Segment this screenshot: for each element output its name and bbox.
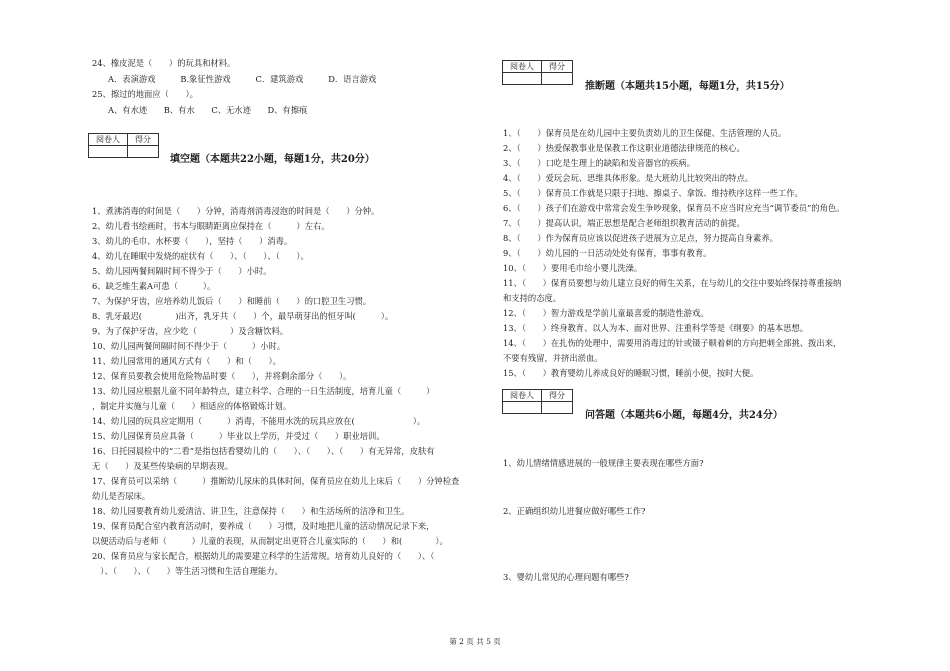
judge-line: 7、（ ）提高认识，端正思想是配合老师组织教育活动的前提。 bbox=[503, 218, 745, 228]
judge-line: 13、（ ）终身教育、以人为本、面对世界、注重科学等是《纲要》的基本思想。 bbox=[503, 323, 809, 333]
fill-line: 13、幼儿园应根据儿童不同年龄特点，建立科学、合理的一日生活制度，培育儿童（ ） bbox=[92, 386, 435, 396]
fill-line: 14、幼儿园的玩具应定期用（ ）消毒，不能用水洗的玩具应放在( ）。 bbox=[92, 416, 426, 426]
fill-line: 以便活动后与老师（ ）儿童的表现，从而制定出更符合儿童实际的（ ）和( ）。 bbox=[92, 536, 448, 546]
reviewer-label: 阅卷人 bbox=[503, 390, 542, 402]
fill-line: 18、幼儿园要教育幼儿爱清洁、讲卫生，注意保持（ ）和生活场所的洁净和卫生。 bbox=[92, 506, 410, 516]
fill-line: 16、日托园晨检中的“二看”是指包括看婴幼儿的（ ）、（ ）、（ ）有无异常，皮肤有 bbox=[92, 446, 435, 456]
judge-line: 4、（ ）爱玩会玩、思维具体形象。是大班幼儿比较突出的特点。 bbox=[503, 173, 754, 183]
score-box-judge bbox=[502, 60, 573, 85]
fill-line: 7、为保护牙齿，应培养幼儿饭后（ ）和睡前（ ）的口腔卫生习惯。 bbox=[92, 296, 372, 306]
fill-line: ，制定并实施与儿童（ ）相适应的体格锻炼计划。 bbox=[92, 401, 292, 411]
fill-line: 3、幼儿的毛巾、水杯要（ ），坚持（ ）消毒。 bbox=[92, 236, 293, 246]
judge-line: 6、（ ）孩子们在游戏中常常会发生争吵现象，保育员不应当时应充当“调节委员”的角色。 bbox=[503, 203, 845, 213]
score-cell[interactable] bbox=[542, 73, 573, 85]
fill-line: 9、为了保护牙齿，应少吃（ ）及含糖饮料。 bbox=[92, 326, 289, 336]
reviewer-label: 阅卷人 bbox=[89, 134, 128, 146]
judge-line: 1、（ ）保育员是在幼儿园中主要负责幼儿的卫生保健、生活管理的人员。 bbox=[503, 128, 787, 138]
judge-line: 11、（ ）保育员要想与幼儿建立良好的师生关系，在与幼儿的交往中要始终保持尊重接纳 bbox=[503, 278, 842, 288]
question-25-options: A、有水迹 B、有水 C、无水迹 D、有擦痕 bbox=[108, 105, 308, 115]
score-box-fill bbox=[88, 133, 159, 158]
judge-line: 2、（ ）热爱保教事业是保教工作这职业道德法律规范的核心。 bbox=[503, 143, 745, 153]
score-label: 得分 bbox=[542, 61, 573, 73]
fill-line: 17、保育员可以采纳（ ）推断幼儿尿床的具体时间，保育员应在幼儿上床后（ ）分钟检查 bbox=[92, 476, 460, 486]
judge-line: 15、（ ）教育婴幼儿养成良好的睡眠习惯，睡前小便，按时大便。 bbox=[503, 368, 759, 378]
score-label: 得分 bbox=[128, 134, 159, 146]
judge-line: 9、（ ）幼儿园的一日活动处处有保育，事事有教育。 bbox=[503, 248, 712, 258]
fill-line: 幼儿是否尿床。 bbox=[92, 491, 151, 501]
page-footer: 第 2 页 共 5 页 bbox=[449, 637, 501, 646]
score-box-qa bbox=[502, 389, 573, 414]
fill-line: ）、（ ）、（ ）等生活习惯和生活自理能力。 bbox=[92, 566, 283, 576]
fill-line: 19、保育员配合室内教育活动时，要养成（ ）习惯，及时地把儿童的活动情况记录下来， bbox=[92, 521, 435, 531]
judge-line: 和支持的态度。 bbox=[503, 293, 562, 303]
score-cell[interactable] bbox=[542, 402, 573, 414]
judge-line: 不要有残留，并挤出淤血。 bbox=[503, 353, 603, 363]
judge-line: 3、（ ）口吃是生理上的缺陷和发音器官的疾病。 bbox=[503, 158, 695, 168]
qa-question-1: 1、幼儿情绪情感进展的一般规律主要表现在哪些方面? bbox=[503, 458, 704, 468]
reviewer-cell[interactable] bbox=[89, 146, 128, 158]
fill-line: 8、乳牙最迟( )出齐，乳牙共（ ）个，最早萌芽出的恒牙叫( ）。 bbox=[92, 311, 394, 321]
judge-line: 14、（ ）在扎伤的处理中，需要用消毒过的针或镊子顺着刺的方向把刺全部挑、拨出来， bbox=[503, 338, 842, 348]
judge-line: 8、（ ）作为保育员应该以促进孩子进展为立足点，努力提高自身素养。 bbox=[503, 233, 778, 243]
fill-section-title: 填空题（本题共22小题，每题1分，共20分） bbox=[170, 154, 375, 165]
fill-line: 20、保育员应与家长配合，根据幼儿的需要建立科学的生活常规。培育幼儿良好的（ ）、（ bbox=[92, 551, 435, 561]
score-label: 得分 bbox=[542, 390, 573, 402]
qa-question-2: 2、正确组织幼儿进餐应做好哪些工作? bbox=[503, 506, 646, 516]
question-24: 24、橡皮泥是（ ）的玩具和材料。 bbox=[92, 58, 236, 68]
fill-line: 15、幼儿园保育员应具备（ ）毕业以上学历，并受过（ ）职业培训。 bbox=[92, 431, 385, 441]
fill-line: 无（ ）及某些传染病的早期表现。 bbox=[92, 461, 234, 471]
judge-line: 5、（ ）保育员工作就是只限于扫地、擦桌子、拿饭、维持秩序这样一些工作。 bbox=[503, 188, 803, 198]
fill-line: 2、幼儿看书绘画时，书本与眼睛距离应保持在（ ）左右。 bbox=[92, 221, 330, 231]
fill-line: 10、幼儿园两餐间隔时间不得少于（ ）小时。 bbox=[92, 341, 286, 351]
score-cell[interactable] bbox=[128, 146, 159, 158]
fill-line: 6、缺乏维生素A可患（ ）。 bbox=[92, 281, 216, 291]
judge-section-title: 推断题（本题共15小题，每题1分，共15分） bbox=[585, 81, 790, 92]
fill-line: 11、幼儿园常用的通风方式有（ ）和（ ）。 bbox=[92, 356, 281, 366]
fill-line: 5、幼儿园两餐间隔时间不得少于（ ）小时。 bbox=[92, 266, 272, 276]
judge-line: 12、（ ）智力游戏是学前儿童最喜爱的制造性游戏。 bbox=[503, 308, 709, 318]
qa-question-3: 3、婴幼儿常见的心理问题有哪些? bbox=[503, 572, 629, 582]
fill-line: 4、幼儿在睡眠中发烧的症状有（ ）、（ ）、（ ）。 bbox=[92, 251, 309, 261]
fill-line: 12、保育员要教会使用危险物品时要（ ），并将剩余部分（ ）。 bbox=[92, 371, 352, 381]
qa-section-title: 问答题（本题共6小题，每题4分，共24分） bbox=[585, 410, 783, 421]
reviewer-label: 阅卷人 bbox=[503, 61, 542, 73]
judge-line: 10、（ ）要用毛巾给小婴儿洗澡。 bbox=[503, 263, 643, 273]
fill-line: 1、煮沸消毒的时间是（ ）分钟，消毒剂消毒浸泡的时间是（ ）分钟。 bbox=[92, 206, 380, 216]
reviewer-cell[interactable] bbox=[503, 73, 542, 85]
question-24-options: A．表演游戏 B.象征性游戏 C．建筑游戏 D．语言游戏 bbox=[108, 74, 377, 84]
reviewer-cell[interactable] bbox=[503, 402, 542, 414]
question-25: 25、擦过的地面应（ ）。 bbox=[92, 89, 198, 99]
